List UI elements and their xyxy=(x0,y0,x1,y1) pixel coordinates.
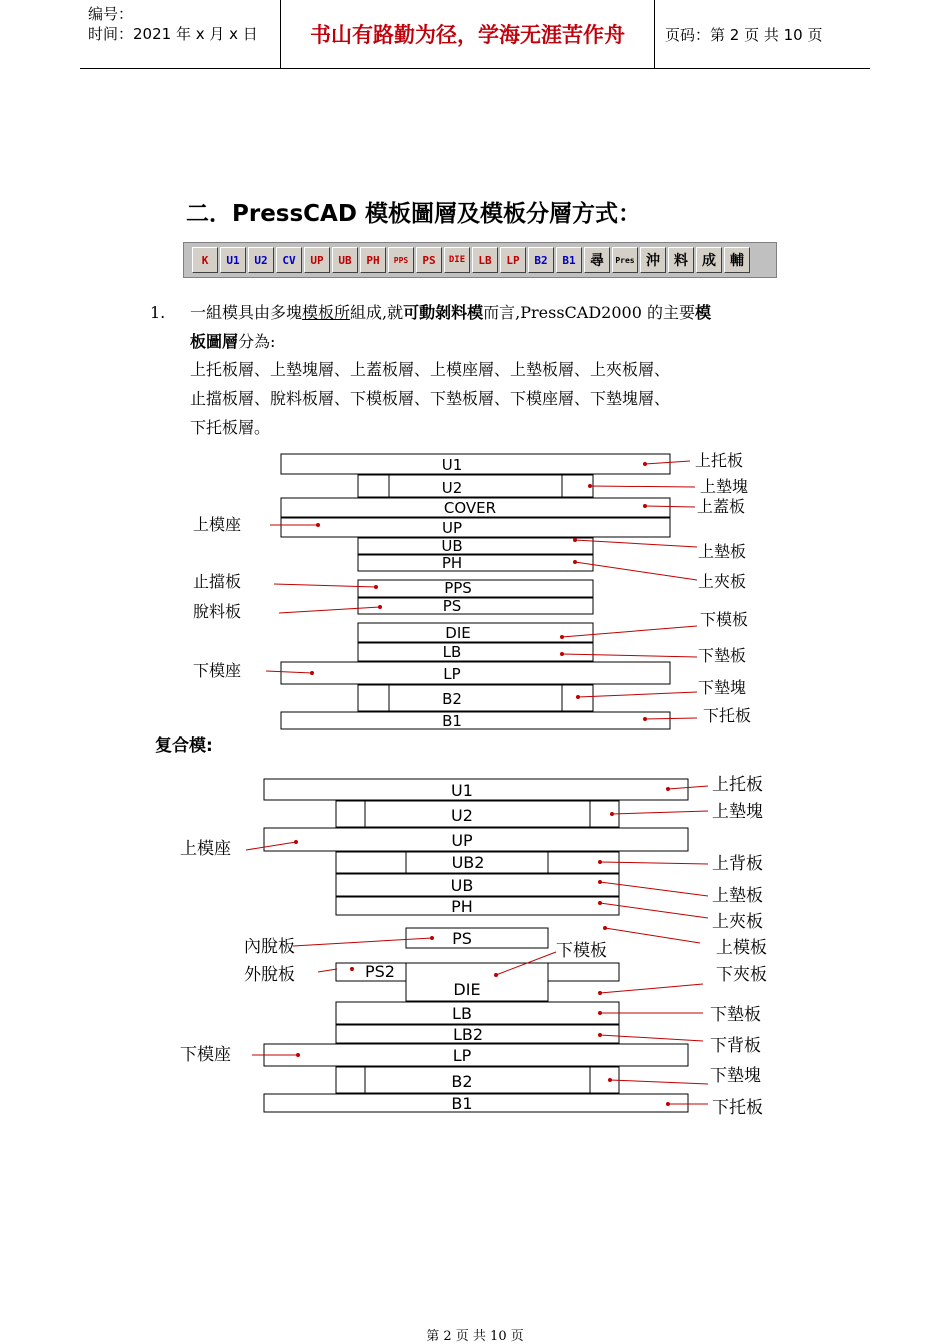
page-footer: 第 2 页 共 10 页 xyxy=(426,1329,524,1344)
callout-label: 上蓋板 xyxy=(697,497,746,516)
text-run: 組成,就 xyxy=(350,303,404,322)
plate2-b1 xyxy=(264,1094,688,1112)
text-run: 一組模具由多塊 xyxy=(190,303,303,322)
callout-label: 上托板 xyxy=(695,451,744,470)
callout-label: 下模座 xyxy=(193,661,242,680)
plate-label: DIE xyxy=(453,980,481,999)
callout-label: 下墊板 xyxy=(698,646,747,665)
toolbar-button[interactable]: Pres xyxy=(612,247,638,273)
plate-label: COVER xyxy=(443,499,497,517)
plate-label: UB xyxy=(441,537,463,555)
toolbar-button[interactable]: CV xyxy=(276,247,302,273)
callout-label: 下模板 xyxy=(556,941,607,961)
plate-label: U1 xyxy=(441,456,463,474)
plate-ps xyxy=(358,598,593,614)
callout-label: 下墊板 xyxy=(710,1005,761,1025)
toolbar-button[interactable]: UB xyxy=(332,247,358,273)
list-line: 止擋板層、脫料板層、下模板層、下墊板層、下模座層、下墊塊層、 xyxy=(190,389,671,408)
plate-label: DIE xyxy=(445,624,471,642)
toolbar-button[interactable]: LB xyxy=(472,247,498,273)
plate2-b2-left-block xyxy=(336,1067,365,1093)
plate-label: PS2 xyxy=(365,962,395,981)
callout-label: 上墊塊 xyxy=(712,802,763,822)
plate-u2 xyxy=(389,475,562,497)
toolbar-button[interactable]: 料 xyxy=(668,247,694,273)
callout-label: 上模座 xyxy=(193,515,242,534)
plate-label: LB2 xyxy=(452,1025,484,1044)
plate-u2-left-block xyxy=(358,475,389,497)
callout-label: 下墊塊 xyxy=(698,678,747,697)
plate-label: B1 xyxy=(442,712,462,730)
list-number: 1. xyxy=(150,303,166,322)
toolbar-button[interactable]: 輔 xyxy=(724,247,750,273)
plate-label: B2 xyxy=(442,690,462,708)
plate2-lb xyxy=(336,1002,619,1024)
toolbar-button[interactable]: PH xyxy=(360,247,386,273)
plate-label: UP xyxy=(441,519,463,537)
toolbar-button[interactable]: K xyxy=(192,247,218,273)
plate-label: PS xyxy=(452,929,472,948)
plate-label: UB xyxy=(450,876,474,895)
callout-label: 下模座 xyxy=(180,1045,231,1065)
callout-label: 外脫板 xyxy=(244,965,295,985)
toolbar-button[interactable]: 成 xyxy=(696,247,722,273)
text-run: 可動剝料模 xyxy=(403,303,484,322)
toolbar-button[interactable]: UP xyxy=(304,247,330,273)
plate-b2-left-block xyxy=(358,685,389,711)
plate-label: LB xyxy=(442,643,462,661)
toolbar-button[interactable]: 尋 xyxy=(584,247,610,273)
section-title: 二．PressCAD 模板圖層及模板分層方式： xyxy=(186,201,641,227)
callout-label: 下背板 xyxy=(710,1036,761,1056)
plate-lp xyxy=(281,662,670,684)
toolbar-button[interactable]: PPS xyxy=(388,247,414,273)
plate-b1 xyxy=(281,712,670,729)
plate2-ps2-right xyxy=(548,963,619,981)
plate2-ph xyxy=(336,897,619,915)
time-label: 时间：2021 年 x 月 x 日 xyxy=(88,25,258,43)
plate-label: B2 xyxy=(451,1072,473,1091)
header-motto: 书山有路勤为径，学海无涯苦作舟 xyxy=(280,0,655,68)
callout-label: 下墊塊 xyxy=(710,1066,761,1086)
callout-label: 脫料板 xyxy=(193,602,242,621)
text-run: 分為: xyxy=(238,332,276,351)
plate-ph xyxy=(358,555,593,571)
list-line: 下托板層。 xyxy=(190,418,271,437)
callout-label: 下托板 xyxy=(703,706,752,725)
callout-label: 上夾板 xyxy=(712,912,763,932)
toolbar-button[interactable]: B1 xyxy=(556,247,582,273)
plate-label: PH xyxy=(451,897,473,916)
callout-label: 上墊塊 xyxy=(700,477,749,496)
plate2-ub xyxy=(336,874,619,896)
toolbar-button[interactable]: 沖 xyxy=(640,247,666,273)
plate2-u2 xyxy=(365,801,590,827)
plate-u1 xyxy=(281,454,670,474)
toolbar-button[interactable]: B2 xyxy=(528,247,554,273)
text-run: 模板所 xyxy=(302,303,351,322)
plate-label: U1 xyxy=(451,781,473,800)
plate-b2 xyxy=(389,685,562,711)
plate-lb xyxy=(358,643,593,661)
plate-ub xyxy=(358,538,593,554)
plate-label: PH xyxy=(441,554,463,572)
callout-label: 上墊板 xyxy=(698,542,747,561)
toolbar-button[interactable]: U2 xyxy=(248,247,274,273)
callout-label: 下托板 xyxy=(712,1098,763,1118)
plate-label: LB xyxy=(452,1004,472,1023)
plate-label: B1 xyxy=(451,1094,473,1113)
callout-label: 上模板 xyxy=(716,938,767,958)
plate-label: UP xyxy=(451,831,473,850)
callout-label: 上夾板 xyxy=(698,572,747,591)
callout-label: 下夾板 xyxy=(716,965,767,985)
plate-die xyxy=(358,623,593,642)
toolbar-button[interactable]: DIE xyxy=(444,247,470,273)
plate-label: PS xyxy=(442,597,462,615)
plate-label: UB2 xyxy=(451,853,485,872)
plate2-lp xyxy=(264,1044,688,1066)
callout-label: 上墊板 xyxy=(712,886,763,906)
plate2-u1 xyxy=(264,779,688,800)
plate2-b2 xyxy=(365,1067,590,1093)
number-label: 编号： xyxy=(88,5,134,23)
text-run: 而言,PressCAD2000 的主要 xyxy=(483,303,695,322)
callout-label: 上背板 xyxy=(712,854,763,874)
callout-label: 止擋板 xyxy=(193,572,242,591)
toolbar-button[interactable]: U1 xyxy=(220,247,246,273)
text-run: 模 xyxy=(694,303,711,322)
toolbar-button[interactable]: LP xyxy=(500,247,526,273)
plate-label: LP xyxy=(452,1046,472,1065)
toolbar-button[interactable]: PS xyxy=(416,247,442,273)
list-line: 上托板層、上墊塊層、上蓋板層、上模座層、上墊板層、上夾板層、 xyxy=(190,360,671,379)
plate2-u2-left-block xyxy=(336,801,365,827)
header-page-info: 页码：第 2 页 共 10 页 xyxy=(665,25,823,44)
plate-label: PPS xyxy=(444,579,472,597)
callout-label: 下模板 xyxy=(700,610,749,629)
plate-up xyxy=(281,518,670,537)
callout-label: 內脫板 xyxy=(244,937,295,957)
callout-label: 上托板 xyxy=(712,775,763,795)
plate-label: LP xyxy=(443,665,461,683)
plate-pps xyxy=(358,580,593,597)
callout-label: 上模座 xyxy=(180,839,231,859)
plate2-up xyxy=(264,828,688,851)
subsection-label: 复合模: xyxy=(155,736,213,756)
plate-label: U2 xyxy=(441,479,463,497)
plate-label: U2 xyxy=(451,806,473,825)
plate2-ub2-left xyxy=(336,852,406,873)
text-run: 板圖層 xyxy=(190,332,239,351)
